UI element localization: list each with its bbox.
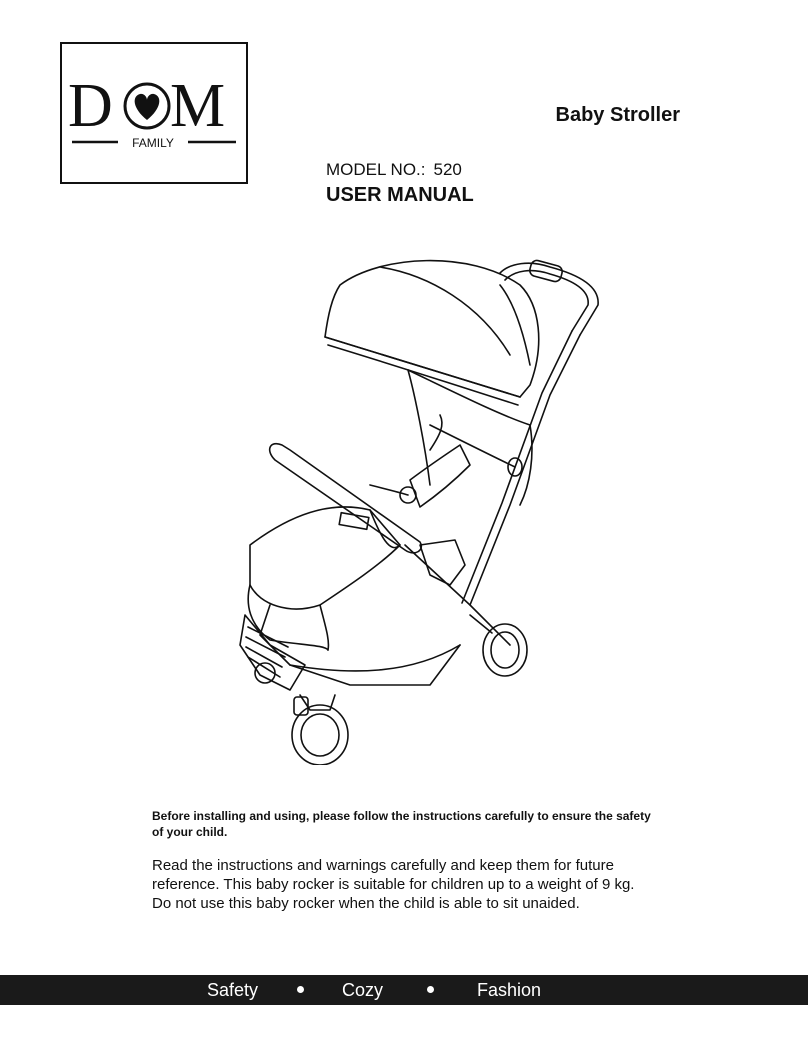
product-title: Baby Stroller [555,104,680,126]
model-number-line [326,160,462,180]
svg-text:FAMILY: FAMILY [132,136,174,150]
footer-item-safety: Safety [207,980,259,1000]
instructions-line-1: Read the instructions and warnings carefully and keep them for future [152,857,614,874]
instructions-line-3: Do not use this baby rocker when the child is able to sit unaided. [152,895,580,912]
svg-text:M: M [170,72,226,140]
bullet-icon [297,986,304,993]
instructions-line-2: reference. This baby rocker is suitable for children up to a weight of 9 kg. [152,876,635,893]
footer-bar [0,975,808,1005]
safety-intro [152,808,672,840]
svg-text:D: D [68,72,113,140]
brand-logo-mark [62,44,246,182]
instructions-paragraph [152,856,672,913]
brand-logo [60,42,248,184]
safety-intro-line-2: of your child. [152,825,228,839]
model-label: MODEL NO.: [326,160,426,179]
heart-icon [125,84,169,128]
footer-item-fashion: Fashion [477,980,542,1000]
model-number: 520 [433,160,462,179]
safety-intro-line-1: Before installing and using, please follow the instructions carefully to ensure the safety [152,809,651,823]
bullet-icon [427,986,434,993]
footer-item-cozy: Cozy [342,980,384,1000]
manual-title: USER MANUAL [326,184,474,206]
stroller-illustration [230,245,610,765]
